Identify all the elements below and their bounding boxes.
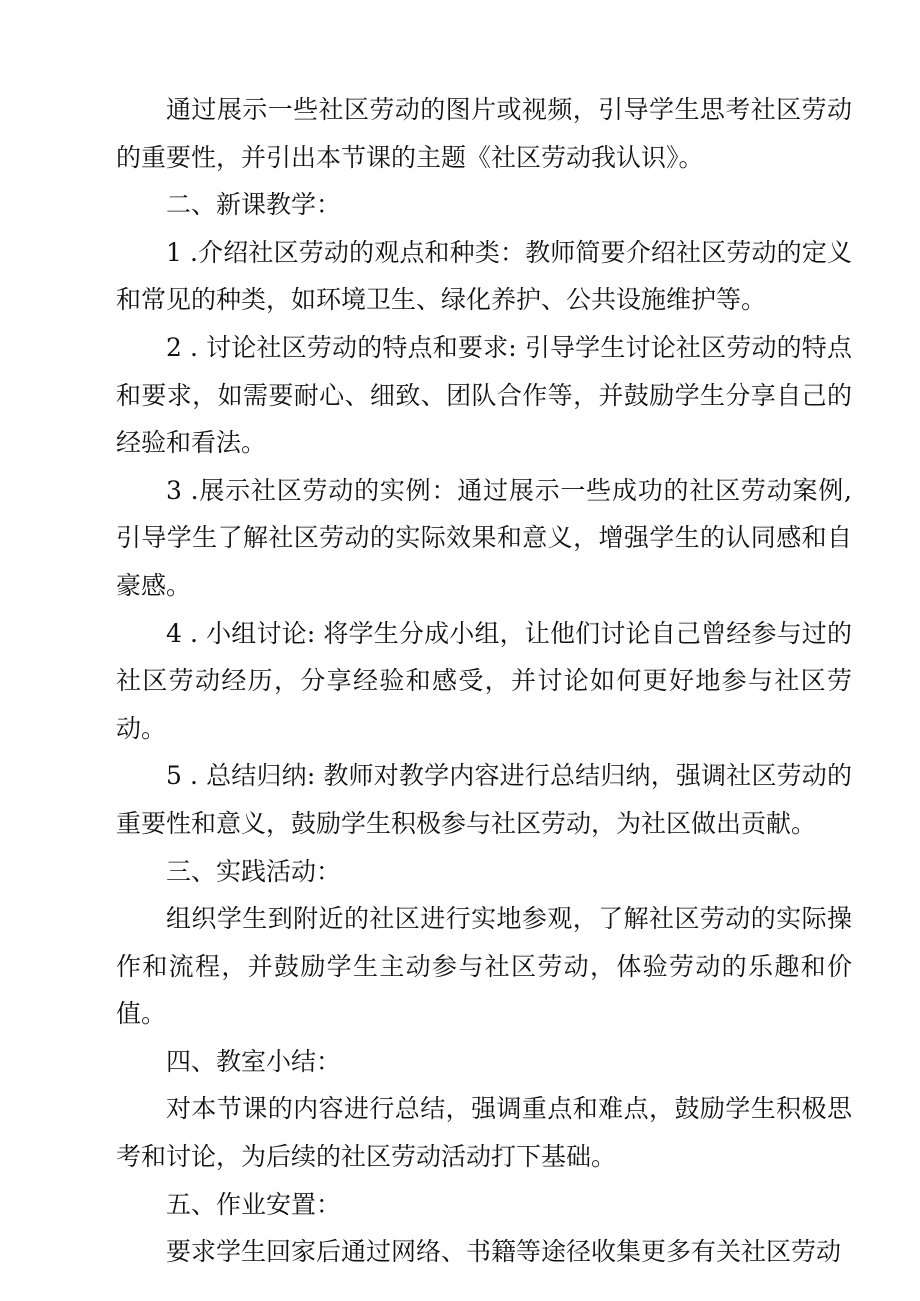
document-body xyxy=(116,86,852,1276)
section-heading-new-lesson: 二、新课教学： xyxy=(166,190,342,220)
intro-paragraph: 通过展示一些社区劳动的图片或视频，引导学生思考社区劳动的重要性，并引出本节课的主题《社区劳动我认识》。 xyxy=(116,95,852,172)
step-5-paragraph: 5 . 总结归纳: 教师对教学内容进行总结归纳，强调社区劳动的重要性和意义，鼓励学生积极参与社区劳动，为社区做出贡献。 xyxy=(116,761,852,838)
section-heading-summary: 四、教室小结： xyxy=(166,1046,342,1076)
step-4-paragraph: 4 . 小组讨论: 将学生分成小组，让他们讨论自己曾经参与过的社区劳动经历，分享经验和感受，并讨论如何更好地参与社区劳动。 xyxy=(116,618,852,743)
homework-paragraph: 要求学生回家后通过网络、书籍等途径收集更多有关社区劳动 xyxy=(166,1237,842,1267)
step-3-paragraph: 3 .展示社区劳动的实例：通过展示一些成功的社区劳动案例,引导学生了解社区劳动的实际效果和意义，增强学生的认同感和自豪感。 xyxy=(116,475,852,600)
section-heading-practice: 三、实践活动： xyxy=(166,856,342,886)
summary-paragraph: 对本节课的内容进行总结，强调重点和难点，鼓励学生积极思考和讨论，为后续的社区劳动活动打下基础。 xyxy=(116,1094,852,1172)
step-2-paragraph: 2 . 讨论社区劳动的特点和要求: 引导学生讨论社区劳动的特点和要求，如需要耐心、细致、团队合作等，并鼓励学生分享自己的经验和看法。 xyxy=(116,332,852,458)
step-1-paragraph: 1 .介绍社区劳动的观点和种类：教师简要介绍社区劳动的定义和常见的种类，如环境卫生、绿化养护、公共设施维护等。 xyxy=(116,237,852,315)
section-heading-homework: 五、作业安置： xyxy=(166,1189,342,1219)
practice-paragraph: 组织学生到附近的社区进行实地参观，了解社区劳动的实际操作和流程，并鼓励学生主动参与社区劳动，体验劳动的乐趣和价值。 xyxy=(116,904,852,1029)
